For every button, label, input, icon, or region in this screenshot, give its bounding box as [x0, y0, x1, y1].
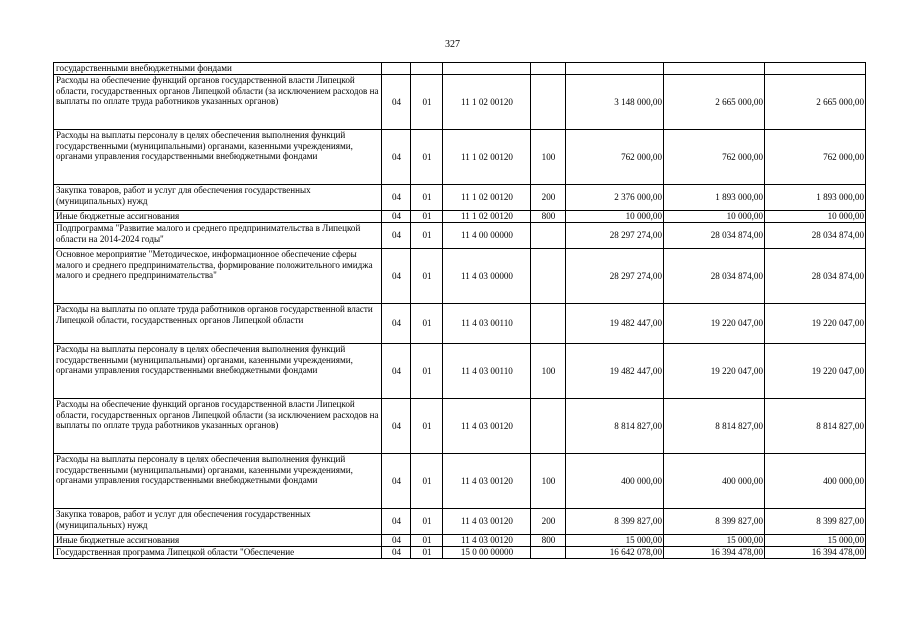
row-amount-year2: 8 814 827,00	[664, 399, 765, 454]
row-name: Расходы на выплаты персоналу в целях обеспечения выполнения функций государственными (муниципальными) органами, казенными учреждениями, органами управления государственными внебюджетными фондами	[54, 454, 382, 509]
table-row	[54, 75, 866, 130]
row-expense-type: 100	[531, 344, 566, 399]
row-amount-year3: 2 665 000,00	[765, 75, 866, 130]
row-name: Расходы на выплаты персоналу в целях обеспечения выполнения функций государственными (муниципальными) органами, казенными учреждениями, органами управления государственными внебюджетными фондами	[54, 130, 382, 185]
row-amount-year3: 19 220 047,00	[765, 344, 866, 399]
table-row	[54, 63, 866, 75]
row-amount-year3: 400 000,00	[765, 454, 866, 509]
row-expense-type	[531, 547, 566, 559]
row-expense-type: 100	[531, 130, 566, 185]
row-section-code: 04	[382, 211, 411, 223]
budget-table	[53, 62, 866, 559]
row-name: Иные бюджетные ассигнования	[54, 211, 382, 223]
row-target-code: 11 4 03 00120	[443, 399, 531, 454]
row-name: Основное мероприятие "Методическое, информационное обеспечение сферы малого и среднего предпринимательства, формирование положительного имиджа малого и среднего предпринимательства"	[54, 249, 382, 304]
row-section-code: 04	[382, 130, 411, 185]
row-name: Подпрограмма "Развитие малого и среднего предпринимательства в Липецкой области на 2014-2024 годы"	[54, 223, 382, 249]
row-section-code: 04	[382, 249, 411, 304]
row-target-code: 11 1 02 00120	[443, 130, 531, 185]
row-amount-year1: 762 000,00	[566, 130, 664, 185]
row-amount-year1: 19 482 447,00	[566, 304, 664, 344]
row-amount-year3: 8 814 827,00	[765, 399, 866, 454]
row-amount-year2: 8 399 827,00	[664, 509, 765, 535]
row-amount-year1: 400 000,00	[566, 454, 664, 509]
row-amount-year2: 10 000,00	[664, 211, 765, 223]
row-section-code: 04	[382, 344, 411, 399]
row-section-code: 04	[382, 75, 411, 130]
row-subsection-code: 01	[411, 75, 443, 130]
row-expense-type: 200	[531, 185, 566, 211]
row-amount-year3: 16 394 478,00	[765, 547, 866, 559]
row-subsection-code: 01	[411, 535, 443, 547]
row-expense-type: 800	[531, 211, 566, 223]
row-amount-year2: 28 034 874,00	[664, 249, 765, 304]
table-row	[54, 211, 866, 223]
row-amount-year1: 8 814 827,00	[566, 399, 664, 454]
row-expense-type	[531, 223, 566, 249]
row-amount-year2: 400 000,00	[664, 454, 765, 509]
row-subsection-code	[411, 63, 443, 75]
row-amount-year2: 28 034 874,00	[664, 223, 765, 249]
row-target-code: 11 4 03 00110	[443, 344, 531, 399]
row-amount-year1: 28 297 274,00	[566, 249, 664, 304]
row-target-code: 11 1 02 00120	[443, 75, 531, 130]
row-amount-year3: 15 000,00	[765, 535, 866, 547]
row-expense-type: 200	[531, 509, 566, 535]
row-amount-year2: 19 220 047,00	[664, 304, 765, 344]
row-target-code	[443, 63, 531, 75]
row-name: Государственная программа Липецкой области "Обеспечение	[54, 547, 382, 559]
row-amount-year1: 2 376 000,00	[566, 185, 664, 211]
table-row	[54, 223, 866, 249]
budget-table-body	[54, 63, 866, 559]
row-section-code: 04	[382, 223, 411, 249]
row-amount-year2: 762 000,00	[664, 130, 765, 185]
row-amount-year2: 2 665 000,00	[664, 75, 765, 130]
row-amount-year1: 10 000,00	[566, 211, 664, 223]
row-amount-year1: 3 148 000,00	[566, 75, 664, 130]
row-subsection-code: 01	[411, 130, 443, 185]
row-subsection-code: 01	[411, 399, 443, 454]
row-amount-year1	[566, 63, 664, 75]
row-amount-year1: 8 399 827,00	[566, 509, 664, 535]
page-number: 327	[445, 39, 460, 50]
row-amount-year1: 28 297 274,00	[566, 223, 664, 249]
row-subsection-code: 01	[411, 509, 443, 535]
row-name: Расходы на обеспечение функций органов государственной власти Липецкой области, государственных органов Липецкой области (за исключением расходов на выплаты по оплате труда работников указанных органов)	[54, 75, 382, 130]
row-target-code: 11 4 00 00000	[443, 223, 531, 249]
table-row	[54, 454, 866, 509]
row-subsection-code: 01	[411, 185, 443, 211]
row-name: Расходы на выплаты персоналу в целях обеспечения выполнения функций государственными (муниципальными) органами, казенными учреждениями, органами управления государственными внебюджетными фондами	[54, 344, 382, 399]
row-section-code: 04	[382, 185, 411, 211]
row-subsection-code: 01	[411, 344, 443, 399]
row-target-code: 11 1 02 00120	[443, 185, 531, 211]
row-amount-year2: 16 394 478,00	[664, 547, 765, 559]
row-section-code: 04	[382, 535, 411, 547]
row-amount-year3: 762 000,00	[765, 130, 866, 185]
table-row	[54, 304, 866, 344]
row-target-code: 11 4 03 00120	[443, 535, 531, 547]
table-row	[54, 185, 866, 211]
row-amount-year1: 19 482 447,00	[566, 344, 664, 399]
row-amount-year2	[664, 63, 765, 75]
row-amount-year2: 15 000,00	[664, 535, 765, 547]
row-amount-year3: 19 220 047,00	[765, 304, 866, 344]
row-amount-year3: 10 000,00	[765, 211, 866, 223]
row-expense-type	[531, 249, 566, 304]
row-expense-type	[531, 63, 566, 75]
row-amount-year3: 28 034 874,00	[765, 223, 866, 249]
table-row	[54, 344, 866, 399]
row-amount-year3: 8 399 827,00	[765, 509, 866, 535]
table-row	[54, 547, 866, 559]
row-amount-year1: 15 000,00	[566, 535, 664, 547]
row-section-code: 04	[382, 454, 411, 509]
row-target-code: 11 4 03 00000	[443, 249, 531, 304]
table-row	[54, 130, 866, 185]
row-section-code: 04	[382, 509, 411, 535]
row-expense-type	[531, 399, 566, 454]
row-expense-type: 800	[531, 535, 566, 547]
table-row	[54, 535, 866, 547]
row-section-code: 04	[382, 547, 411, 559]
row-name: Расходы на выплаты по оплате труда работников органов государственной власти Липецкой области, государственных органов Липецкой области	[54, 304, 382, 344]
row-amount-year2: 19 220 047,00	[664, 344, 765, 399]
row-expense-type	[531, 304, 566, 344]
row-name: Иные бюджетные ассигнования	[54, 535, 382, 547]
row-name: Закупка товаров, работ и услуг для обеспечения государственных (муниципальных) нужд	[54, 509, 382, 535]
table-row	[54, 399, 866, 454]
table-row	[54, 249, 866, 304]
row-amount-year3: 28 034 874,00	[765, 249, 866, 304]
row-target-code: 11 4 03 00120	[443, 509, 531, 535]
row-target-code: 11 4 03 00120	[443, 454, 531, 509]
row-name: Закупка товаров, работ и услуг для обеспечения государственных (муниципальных) нужд	[54, 185, 382, 211]
row-subsection-code: 01	[411, 223, 443, 249]
row-expense-type	[531, 75, 566, 130]
row-target-code: 11 1 02 00120	[443, 211, 531, 223]
row-target-code: 11 4 03 00110	[443, 304, 531, 344]
row-subsection-code: 01	[411, 454, 443, 509]
row-target-code: 15 0 00 00000	[443, 547, 531, 559]
row-amount-year2: 1 893 000,00	[664, 185, 765, 211]
row-amount-year3	[765, 63, 866, 75]
row-amount-year1: 16 642 078,00	[566, 547, 664, 559]
row-section-code: 04	[382, 304, 411, 344]
row-section-code: 04	[382, 399, 411, 454]
row-subsection-code: 01	[411, 249, 443, 304]
row-name: государственными внебюджетными фондами	[54, 63, 382, 75]
row-expense-type: 100	[531, 454, 566, 509]
row-subsection-code: 01	[411, 547, 443, 559]
row-subsection-code: 01	[411, 211, 443, 223]
row-section-code	[382, 63, 411, 75]
table-row	[54, 509, 866, 535]
row-amount-year3: 1 893 000,00	[765, 185, 866, 211]
row-subsection-code: 01	[411, 304, 443, 344]
row-name: Расходы на обеспечение функций органов государственной власти Липецкой области, государственных органов Липецкой области (за исключением расходов на выплаты по оплате труда работников указанных органов)	[54, 399, 382, 454]
